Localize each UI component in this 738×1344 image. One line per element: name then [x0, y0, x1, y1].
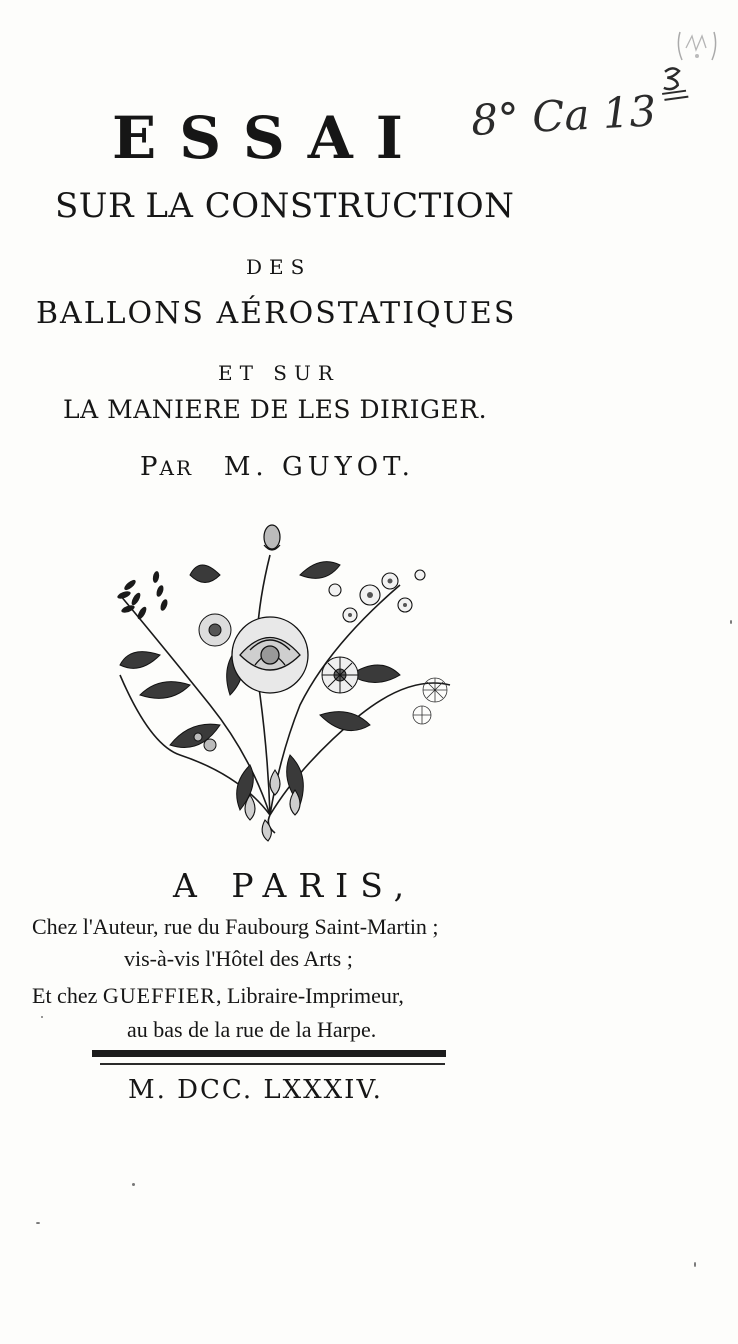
- publication-date: M. DCC. LXXXIV.: [128, 1075, 383, 1105]
- library-stamp: [672, 26, 722, 66]
- subtitle-construction: SUR LA CONSTRUCTION: [55, 186, 515, 226]
- double-rule-thick: [92, 1050, 446, 1057]
- imprint-line-address: au bas de la rue de la Harpe.: [127, 1017, 377, 1042]
- shelfmark-fraction-mark: [659, 62, 697, 108]
- imprint-publisher-prefix: Et chez: [32, 983, 103, 1008]
- author-prefix-rest: AR: [159, 456, 194, 480]
- title-essai: ESSAI: [112, 104, 426, 172]
- imprint-line-publisher: [32, 983, 404, 1009]
- author-name: M. GUYOT.: [223, 452, 415, 482]
- shelfmark-text: 8° Ca 13: [470, 86, 658, 145]
- double-rule-thin: [100, 1063, 445, 1065]
- paper-speck: [132, 1183, 135, 1186]
- subtitle-ballons: BALLONS AÉROSTATIQUES: [36, 296, 517, 331]
- paper-speck: [694, 1262, 696, 1267]
- imprint-city: A PARIS,: [173, 866, 417, 905]
- author-prefix-initial: P: [140, 452, 160, 482]
- author-line: [140, 452, 415, 482]
- subtitle-maniere: LA MANIERE DE LES DIRIGER.: [63, 395, 488, 424]
- paper-speck: [730, 620, 732, 624]
- imprint-publisher-name: GUEFFIER: [102, 983, 216, 1008]
- subtitle-des: DES: [246, 255, 312, 279]
- floral-bouquet-ornament: [100, 515, 460, 845]
- paper-speck: [41, 1016, 43, 1018]
- imprint-line-location: vis-à-vis l'Hôtel des Arts ;: [124, 946, 353, 971]
- imprint-publisher-suffix: , Libraire-Imprimeur,: [215, 983, 404, 1008]
- subtitle-et-sur: ET SUR: [218, 361, 340, 385]
- paper-speck: [36, 1222, 40, 1224]
- imprint-line-author: Chez l'Auteur, rue du Faubourg Saint-Martin ;: [32, 914, 439, 939]
- handwritten-shelfmark: [470, 86, 657, 145]
